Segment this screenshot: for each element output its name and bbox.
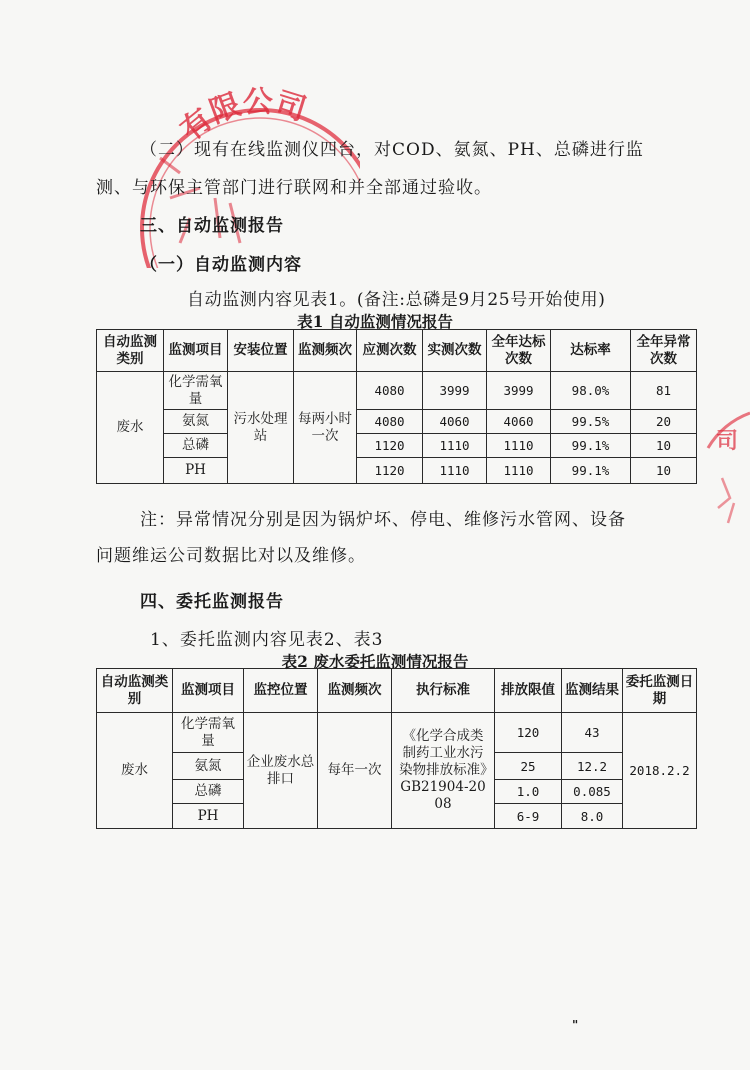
header-cell: 执行标准 xyxy=(392,669,495,713)
table1-caption: 表1 自动监测情况报告 xyxy=(297,312,453,331)
header-cell: 监控位置 xyxy=(244,669,318,713)
seal-text: 有限公司 xyxy=(174,84,311,149)
date-cell: 2018.2.2 xyxy=(623,713,697,829)
note-line-1: 注：异常情况分别是因为锅炉坏、停电、维修污水管网、设备 xyxy=(140,510,626,530)
section-2-line-2: 测、与环保主管部门进行联网和并全部通过验收。 xyxy=(96,178,492,198)
frequency-cell: 每年一次 xyxy=(318,713,392,829)
header-cell: 自动监测类别 xyxy=(97,330,164,372)
item-cell: 化学需氧量 xyxy=(173,713,244,753)
compliant-cell: 4060 xyxy=(487,410,551,434)
footer-mark: " xyxy=(572,1018,579,1032)
header-cell: 监测项目 xyxy=(164,330,228,372)
table-row xyxy=(97,434,697,458)
header-cell: 监测项目 xyxy=(173,669,244,713)
rate-cell: 99.1% xyxy=(551,434,631,458)
rate-cell: 98.0% xyxy=(551,372,631,410)
table-row xyxy=(97,458,697,484)
section-4-heading: 四、委托监测报告 xyxy=(140,592,284,612)
table-header-row xyxy=(97,330,697,372)
header-cell: 安装位置 xyxy=(228,330,294,372)
item-cell: PH xyxy=(164,458,228,484)
table2-caption: 表2 废水委托监测情况报告 xyxy=(281,652,469,671)
rate-cell: 99.1% xyxy=(551,458,631,484)
entrusted-monitoring-table xyxy=(96,668,697,829)
item-cell: 总磷 xyxy=(173,780,244,804)
item-cell: 化学需氧量 xyxy=(164,372,228,410)
header-cell: 全年异常次数 xyxy=(631,330,697,372)
actual-cell: 3999 xyxy=(423,372,487,410)
header-cell: 监测结果 xyxy=(562,669,623,713)
frequency-cell: 每两小时一次 xyxy=(294,372,357,484)
header-cell: 排放限值 xyxy=(495,669,562,713)
result-cell: 0.085 xyxy=(562,780,623,804)
header-cell: 自动监测类别 xyxy=(97,669,173,713)
category-cell: 废水 xyxy=(97,372,164,484)
header-cell: 实测次数 xyxy=(423,330,487,372)
result-cell: 43 xyxy=(562,713,623,753)
location-cell: 企业废水总排口 xyxy=(244,713,318,829)
subsection-1-heading: （一）自动监测内容 xyxy=(140,255,302,275)
partial-seal-right xyxy=(700,408,750,528)
section-3-heading: 三、自动监测报告 xyxy=(140,216,284,236)
table-row xyxy=(97,713,697,753)
auto-monitoring-table xyxy=(96,329,697,484)
location-cell: 污水处理站 xyxy=(228,372,294,484)
actual-cell: 1110 xyxy=(423,458,487,484)
actual-cell: 4060 xyxy=(423,410,487,434)
note-line-2: 问题维运公司数据比对以及维修。 xyxy=(96,546,366,566)
result-cell: 12.2 xyxy=(562,753,623,780)
expected-cell: 4080 xyxy=(357,372,423,410)
standard-cell: 《化学合成类制药工业水污染物排放标准》GB21904-2008 xyxy=(392,713,495,829)
category-cell: 废水 xyxy=(97,713,173,829)
section-2-line-1: （二）现有在线监测仪四台，对COD、氨氮、PH、总磷进行监 xyxy=(140,140,644,160)
abnormal-cell: 81 xyxy=(631,372,697,410)
table-row xyxy=(97,410,697,434)
header-cell: 监测频次 xyxy=(294,330,357,372)
limit-cell: 1.0 xyxy=(495,780,562,804)
table-header-row xyxy=(97,669,697,713)
table-row xyxy=(97,372,697,410)
header-cell: 全年达标次数 xyxy=(487,330,551,372)
limit-cell: 6-9 xyxy=(495,804,562,829)
entrusted-note: 1、委托监测内容见表2、表3 xyxy=(150,630,384,650)
header-cell: 达标率 xyxy=(551,330,631,372)
rate-cell: 99.5% xyxy=(551,410,631,434)
limit-cell: 25 xyxy=(495,753,562,780)
limit-cell: 120 xyxy=(495,713,562,753)
compliant-cell: 3999 xyxy=(487,372,551,410)
item-cell: PH xyxy=(173,804,244,829)
header-cell: 监测频次 xyxy=(318,669,392,713)
svg-text:司: 司 xyxy=(716,428,739,454)
item-cell: 氨氮 xyxy=(173,753,244,780)
result-cell: 8.0 xyxy=(562,804,623,829)
compliant-cell: 1110 xyxy=(487,458,551,484)
auto-monitoring-note: 自动监测内容见表1。(备注:总磷是9月25号开始使用) xyxy=(187,290,606,310)
abnormal-cell: 10 xyxy=(631,458,697,484)
expected-cell: 1120 xyxy=(357,458,423,484)
header-cell: 应测次数 xyxy=(357,330,423,372)
actual-cell: 1110 xyxy=(423,434,487,458)
abnormal-cell: 20 xyxy=(631,410,697,434)
item-cell: 氨氮 xyxy=(164,410,228,434)
expected-cell: 4080 xyxy=(357,410,423,434)
item-cell: 总磷 xyxy=(164,434,228,458)
compliant-cell: 1110 xyxy=(487,434,551,458)
header-cell: 委托监测日期 xyxy=(623,669,697,713)
expected-cell: 1120 xyxy=(357,434,423,458)
abnormal-cell: 10 xyxy=(631,434,697,458)
